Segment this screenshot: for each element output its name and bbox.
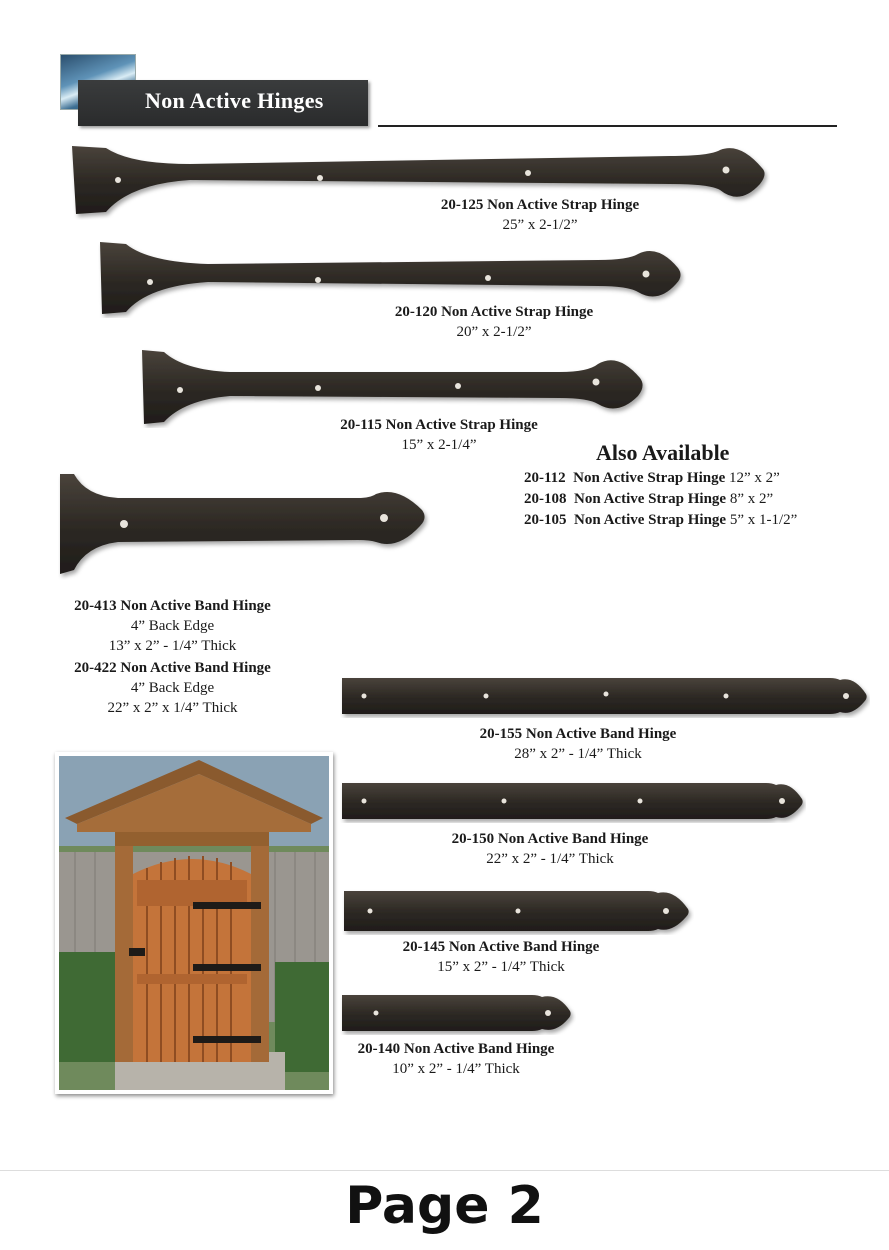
product-code: 20-155 Non Active Band Hinge [479,726,677,742]
band-hinge-20-145-image [342,889,694,935]
product-code: 20-108 [524,491,567,507]
product-size: 13” x 2” - 1/4” Thick [108,638,237,654]
page-title: Non Active Hinges [145,88,324,113]
band-hinge-20-413-image [58,470,430,580]
product-detail: 4” Back Edge [130,618,215,634]
product-size: 28” x 2” - 1/4” Thick [514,746,642,762]
product-size: 22” x 2” - 1/4” Thick [486,851,614,867]
product-code: 20-140 Non Active Band Hinge [357,1041,555,1057]
product-code: 20-125 Non Active Strap Hinge [440,197,640,213]
also-available-item [524,491,773,508]
also-available-item [524,470,780,487]
header-rule [378,125,837,127]
product-code: 20-120 Non Active Strap Hinge [394,304,594,320]
product-code: 20-422 Non Active Band Hinge [74,660,271,676]
product-size: 22” x 2” x 1/4” Thick [107,700,238,716]
product-name: Non Active Strap Hinge [573,470,726,486]
band-hinge-20-155-caption [456,724,700,764]
band-hinge-20-145-caption [383,937,619,977]
band-hinge-20-155-image [340,676,870,718]
product-detail: 4” Back Edge [130,680,215,696]
band-hinge-20-150-caption [428,829,672,869]
product-size: 5” x 1-1/2” [729,512,798,528]
also-available-item [524,512,797,529]
product-size: 15” x 2-1/4” [401,437,477,453]
product-code: 20-112 [524,470,566,486]
product-size: 15” x 2” - 1/4” Thick [437,959,565,975]
product-code: 20-150 Non Active Band Hinge [451,831,649,847]
product-size: 8” x 2” [729,491,774,507]
strap-hinge-20-125-caption [420,195,660,235]
product-name: Non Active Strap Hinge [574,512,727,528]
strap-hinge-20-115-caption [322,415,556,455]
band-hinge-20-140-caption [338,1039,574,1079]
product-name: Non Active Strap Hinge [574,491,727,507]
band-hinge-20-140-image [340,993,576,1035]
band-hinge-20-413-caption [50,596,295,656]
product-size: 25” x 2-1/2” [502,217,578,233]
product-size: 10” x 2” - 1/4” Thick [392,1061,520,1077]
product-code: 20-413 Non Active Band Hinge [74,598,271,614]
product-code: 20-115 Non Active Strap Hinge [340,417,538,433]
product-code: 20-105 [524,512,567,528]
wooden-gate-photo [55,752,333,1094]
also-available-title: Also Available [596,440,730,465]
strap-hinge-20-120-caption [375,302,613,342]
page-number-label: Page 2 [345,1176,544,1236]
band-hinge-20-150-image [340,781,806,823]
product-code: 20-145 Non Active Band Hinge [402,939,600,955]
product-size: 12” x 2” [729,470,780,486]
footer-rule [0,1170,889,1171]
product-size: 20” x 2-1/2” [456,324,532,340]
band-hinge-20-422-caption [50,658,295,718]
